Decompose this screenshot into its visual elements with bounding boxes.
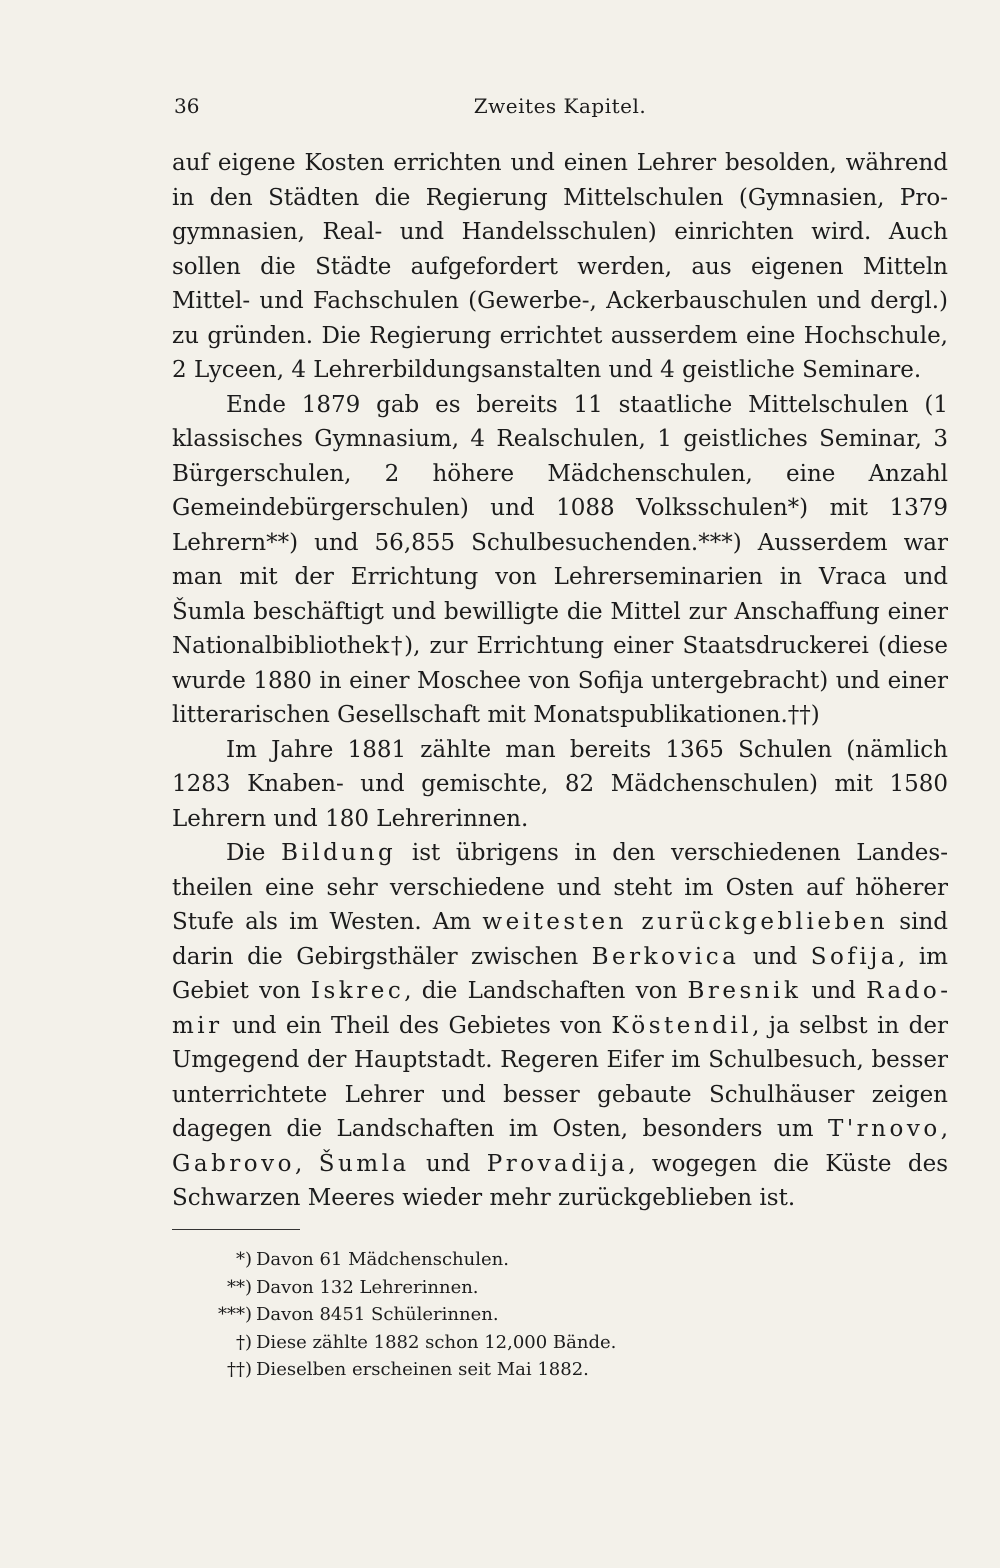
emphasis-bresnik: Bresnik <box>687 978 802 1004</box>
text-run: ist übrigens in den verschiedenen Landestheilen eine sehr verschiedene und steht im Osten auf höherer Stufe als im Westen. Am <box>172 840 949 935</box>
footnote-mark: **) <box>226 1276 252 1298</box>
emphasis-sumla: Šumla <box>318 1150 410 1177</box>
text-run: und ein Theil des Gebietes von <box>222 1012 612 1039</box>
footnote-text: Diese zählte 1882 schon 12,000 Bände. <box>256 1331 617 1353</box>
footnote-2 <box>172 1274 948 1302</box>
text-run: Die <box>226 840 282 866</box>
paragraph-2: Ende 1879 gab es bereits 11 staatliche Mittelschulen (1 klassisches Gymnasium, 4 Realschulen, 1 geistliches Seminar, 3 Bürgerschulen, 2 höhere Mädchenschulen, eine Anzahl Gemeindebürgerschulen) und 1088 Volksschulen*) mit 1379 Lehrern**) und 56,855 Schulbesuchenden.***) Ausserdem war man mit der Errichtung von Lehrerseminarien in Vraca und Šumla beschäftigt und bewilligte die Mittel zur Anschaffung einer Nationalbibliothek†), zur Errichtung einer Staatsdruckerei (diese wurde 1880 in einer Moschee von Sofija untergebracht) und einer litterarischen Gesellschaft mit Monatspublikationen.††) <box>172 391 948 728</box>
page-header <box>172 92 948 128</box>
text-run: und <box>409 1150 487 1177</box>
footnote-mark: ***) <box>217 1304 252 1325</box>
paragraph-1: auf eigene Kosten errichten und einen Lehrer besolden, während in den Städten die Regierung Mittelschulen (Gymnasien, Progymnasien, Real- und Handelsschulen) einrichten wird. Auch sollen die Städte aufgefordert werden, aus eigenen Mitteln Mittel- und Fachschulen (Gewerbe-, Ackerbauschulen und dergl.) zu gründen. Die Regierung errichtet ausserdem eine Hochschule, 2 Lyceen, 4 Lehrerbildungsanstalten und 4 geistliche Seminare. <box>172 150 948 383</box>
paragraph-3: Im Jahre 1881 zählte man bereits 1365 Schulen (nämlich 1283 Knaben- und gemischte, 82 Mädchenschulen) mit 1580 Lehrern und 180 Lehrerinnen. <box>172 736 948 832</box>
footnote-5 <box>172 1356 948 1384</box>
footnote-1 <box>172 1246 948 1274</box>
text-run: , <box>295 1150 319 1177</box>
paragraph-4 <box>172 836 948 1216</box>
text-run: , die Landschaften von <box>404 978 688 1004</box>
footnote-text: Davon 132 Lehrerinnen. <box>256 1276 479 1298</box>
emphasis-sofija: Sofija <box>810 943 899 970</box>
emphasis-bildung: Bildung <box>281 840 397 866</box>
footnote-mark: †) <box>235 1331 252 1353</box>
text-run: sind darin die Gebirgsthäler zwischen <box>172 909 948 970</box>
footnotes <box>172 1246 948 1384</box>
footnote-text: Dieselben erscheinen seit Mai 1882. <box>256 1359 589 1380</box>
text-run: , im Gebiet von <box>172 943 948 1004</box>
emphasis-trnovo: T'rnovo <box>828 1116 941 1142</box>
text-run: und <box>739 943 811 970</box>
text-run: und <box>801 978 867 1004</box>
footnote-4 <box>172 1329 948 1357</box>
emphasis-berkovica: Berkovica <box>591 943 740 970</box>
footnote-text: Davon 61 Mädchenschulen. <box>256 1249 509 1270</box>
emphasis-iskrec: Iskrec <box>310 978 405 1004</box>
emphasis-radomir: Radomir <box>172 978 948 1039</box>
emphasis-provadija: Provadija <box>486 1150 629 1177</box>
footnote-text: Davon 8451 Schülerinnen. <box>256 1304 499 1325</box>
emphasis-gabrovo: Gabrovo <box>172 1150 295 1177</box>
footnote-divider <box>172 1229 300 1230</box>
body-text <box>172 146 948 1216</box>
footnote-mark: *) <box>235 1249 252 1270</box>
running-title: Zweites Kapitel. <box>473 94 647 118</box>
emphasis-koestendil: Köstendil <box>611 1012 753 1039</box>
footnote-mark: ††) <box>226 1359 252 1380</box>
text-run: , wogegen die Küste des Schwarzen Meeres wieder mehr zurückgeblieben ist. <box>172 1150 948 1211</box>
footnote-3 <box>172 1301 948 1329</box>
text-run: , ja selbst in der Umgegend der Hauptstadt. Regeren Eifer im Schulbesuch, besser unterrichtete Lehrer und besser gebaute Schulhäuser zeigen dagegen die Landschaften im Osten, besonders um <box>172 1012 948 1142</box>
text-run: , <box>940 1116 948 1142</box>
emphasis-weitesten: weitesten zurückgeblieben <box>482 909 889 935</box>
page-number: 36 <box>174 94 200 118</box>
